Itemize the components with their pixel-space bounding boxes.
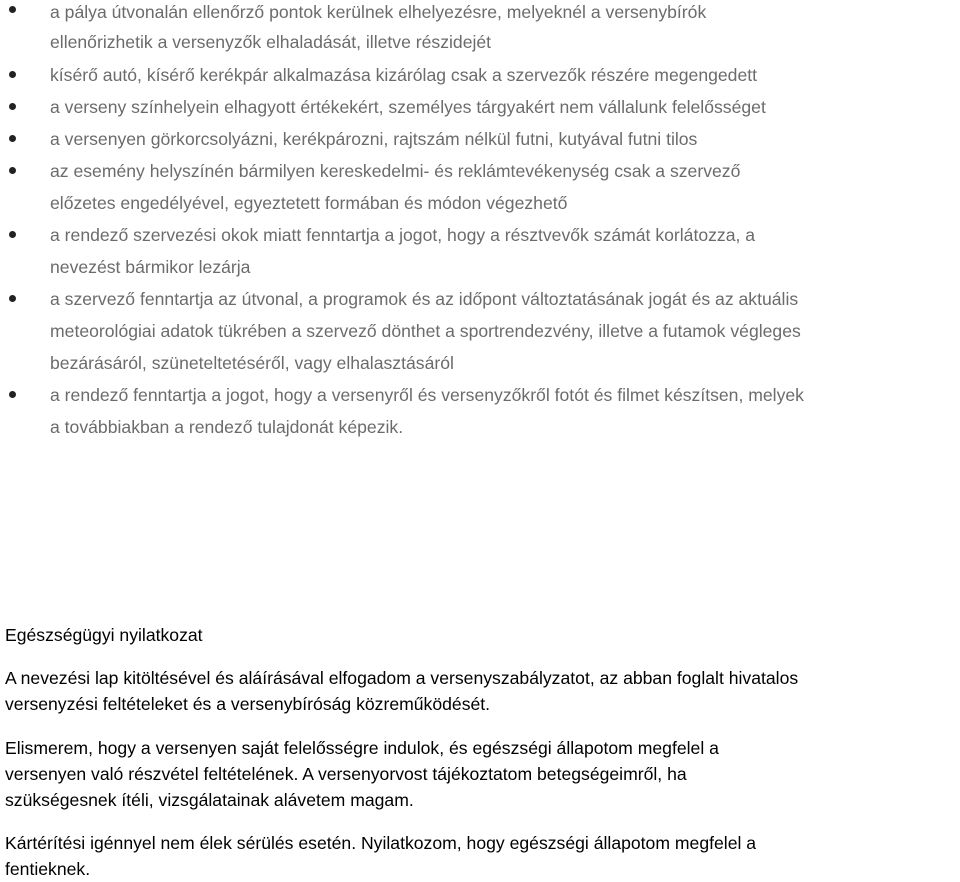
rule-line: nevezést bármikor lezárja: [50, 257, 251, 277]
paragraph-line: versenyen való részvétel feltételének. A versenyorvost tájékoztatom betegségeimről, ha: [5, 764, 687, 784]
rule-item: [0, 283, 960, 379]
rule-item: [0, 155, 960, 219]
declaration-paragraph-compensation: [5, 830, 960, 882]
rule-line: bezárásáról, szüneteltetéséről, vagy elhalasztásáról: [50, 353, 454, 373]
rule-item: [0, 59, 960, 91]
rule-line: előzetes engedélyével, egyeztetett formában és módon végezhető: [50, 193, 568, 213]
declaration-paragraph-responsibility: [5, 735, 960, 813]
rule-line: a pálya útvonalán ellenőrző pontok kerülnek elhelyezésre, melyeknél a versenybírók: [50, 2, 707, 22]
bullet-icon: [9, 167, 16, 174]
declaration-paragraph-acceptance: [5, 665, 960, 717]
rule-item: [0, 123, 960, 155]
paragraph-line: fentieknek.: [5, 859, 91, 879]
rule-line: meteorológiai adatok tükrében a szervező dönthet a sportrendezvény, illetve a futamok végleges: [50, 321, 801, 341]
bullet-icon: [9, 391, 16, 398]
rule-line: a szervező fenntartja az útvonal, a programok és az időpont változtatásának jogát és az aktuális: [50, 289, 799, 309]
rule-line: ellenőrizhetik a versenyzők elhaladását, illetve részidejét: [50, 32, 492, 52]
rule-item: [0, 379, 960, 443]
paragraph-line: A nevezési lap kitöltésével és aláírásával elfogadom a versenyszabályzatot, az abban foglalt hivatalos: [5, 668, 799, 688]
bullet-icon: [9, 231, 16, 238]
paragraph-line: Kártérítési igénnyel nem élek sérülés esetén. Nyilatkozom, hogy egészségi állapotom megfelel a: [5, 833, 757, 853]
bullet-icon: [9, 295, 16, 302]
paragraph-line: Elismerem, hogy a versenyen saját felelősségre indulok, és egészségi állapotom megfelel a: [5, 738, 719, 758]
bullet-icon: [9, 6, 16, 13]
rule-line: a rendező szervezési okok miatt fenntartja a jogot, hogy a résztvevők számát korlátozza, a: [50, 225, 756, 245]
rule-line: a továbbiakban a rendező tulajdonát képezik.: [50, 417, 404, 437]
rule-line: a verseny színhelyein elhagyott értékekért, személyes tárgyakért nem vállalunk felelősséget: [50, 97, 766, 117]
rule-item: [0, 219, 960, 283]
bullet-icon: [9, 135, 16, 142]
bullet-icon: [9, 71, 16, 78]
rule-line: az esemény helyszínén bármilyen kereskedelmi- és reklámtevékenység csak a szervező: [50, 161, 741, 181]
rule-item: [0, 91, 960, 123]
rule-item: [0, 0, 960, 57]
paragraph-line: versenyzési feltételeket és a versenybíróság közreműködését.: [5, 694, 491, 714]
bullet-icon: [9, 103, 16, 110]
section-heading: Egészségügyi nyilatkozat: [5, 625, 203, 645]
rule-line: a rendező fenntartja a jogot, hogy a versenyről és versenyzőkről fotót és filmet készítsen, melyek: [50, 385, 804, 405]
rule-line: a versenyen görkorcsolyázni, kerékpározni, rajtszám nélkül futni, kutyával futni tilos: [50, 129, 698, 149]
rule-line: kísérő autó, kísérő kerékpár alkalmazása kizárólag csak a szervezők részére megengedett: [50, 65, 758, 85]
health-declaration-title: [5, 622, 960, 648]
paragraph-line: szükségesnek ítéli, vizsgálatainak alávetem magam.: [5, 790, 414, 810]
